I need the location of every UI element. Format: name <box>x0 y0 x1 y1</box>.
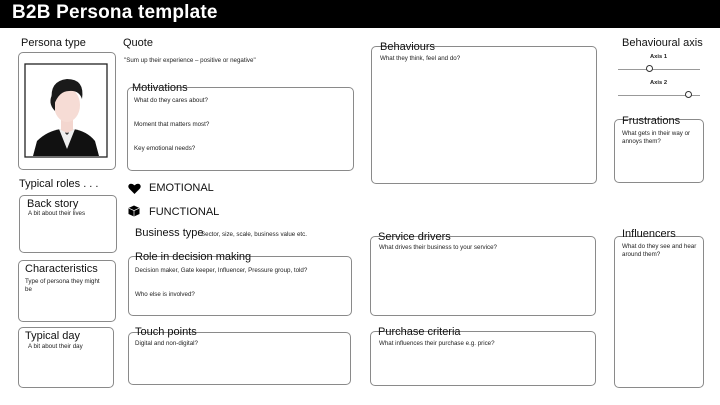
influencers-heading: Influencers <box>622 228 676 240</box>
motivations-prompt-1: What do they cares about? <box>134 97 208 104</box>
business-type-heading: Business type <box>135 227 204 239</box>
behaviours-box[interactable] <box>371 46 597 184</box>
axis-1-knob[interactable] <box>646 65 653 72</box>
frustrations-prompt: What gets in their way or annoys them? <box>622 130 691 145</box>
touch-points-heading: Touch points <box>135 326 197 338</box>
behavioural-axis-heading: Behavioural axis <box>622 37 703 49</box>
purchase-criteria-prompt: What influences their purchase e.g. price? <box>379 340 495 347</box>
purchase-criteria-heading: Purchase criteria <box>378 326 461 338</box>
axis-1-label: Axis 1 <box>650 54 668 60</box>
typical-roles-heading: Typical roles . . . <box>19 178 99 190</box>
axis-1-slider[interactable] <box>618 64 700 74</box>
influencers-prompt: What do they see and hear around them? <box>622 243 697 258</box>
axis-2-label: Axis 2 <box>650 80 668 86</box>
service-drivers-heading: Service drivers <box>378 231 451 243</box>
role-in-decision-prompt-2: Who else is involved? <box>135 291 195 298</box>
quote-heading: Quote <box>123 37 153 49</box>
quote-text: "Sum up their experience – positive or negative" <box>124 57 256 64</box>
frustrations-heading: Frustrations <box>622 115 681 127</box>
behaviours-heading: Behaviours <box>380 41 436 53</box>
cube-icon <box>128 205 140 217</box>
motivations-prompt-2: Moment that matters most? <box>134 121 210 128</box>
role-in-decision-box[interactable] <box>128 256 352 316</box>
back-story-heading: Back story <box>27 198 79 210</box>
persona-type-heading: Persona type <box>21 37 86 49</box>
typical-day-heading: Typical day <box>25 330 81 342</box>
page-title: B2B Persona template <box>12 2 218 23</box>
persona-photo-frame[interactable] <box>18 52 116 170</box>
motivations-prompt-3: Key emotional needs? <box>134 145 196 152</box>
business-type-prompt: Sector, size, scale, business value etc. <box>201 231 307 238</box>
service-drivers-prompt: What drives their business to your service? <box>379 244 497 251</box>
emotional-label: EMOTIONAL <box>149 182 214 194</box>
frustrations-box[interactable] <box>614 119 704 183</box>
axis-2-knob[interactable] <box>685 91 692 98</box>
typical-day-prompt: A bit about their day <box>28 343 83 350</box>
motivations-heading: Motivations <box>132 82 188 94</box>
axis-1-track <box>618 69 700 70</box>
persona-photo <box>19 53 115 169</box>
axis-2-slider[interactable] <box>618 90 700 100</box>
role-in-decision-prompt-1: Decision maker, Gate keeper, Influencer, Pressure group, told? <box>135 267 308 274</box>
characteristics-heading: Characteristics <box>25 263 98 275</box>
functional-label: FUNCTIONAL <box>149 206 220 218</box>
touch-points-prompt: Digital and non-digital? <box>135 340 198 347</box>
role-in-decision-heading: Role in decision making <box>135 251 252 263</box>
title-bar <box>0 0 720 28</box>
back-story-prompt: A bit about their lives <box>28 210 86 217</box>
behaviours-prompt: What they think, feel and do? <box>380 55 461 62</box>
characteristics-prompt: Type of persona they might be <box>25 278 100 293</box>
heart-icon <box>128 183 141 195</box>
